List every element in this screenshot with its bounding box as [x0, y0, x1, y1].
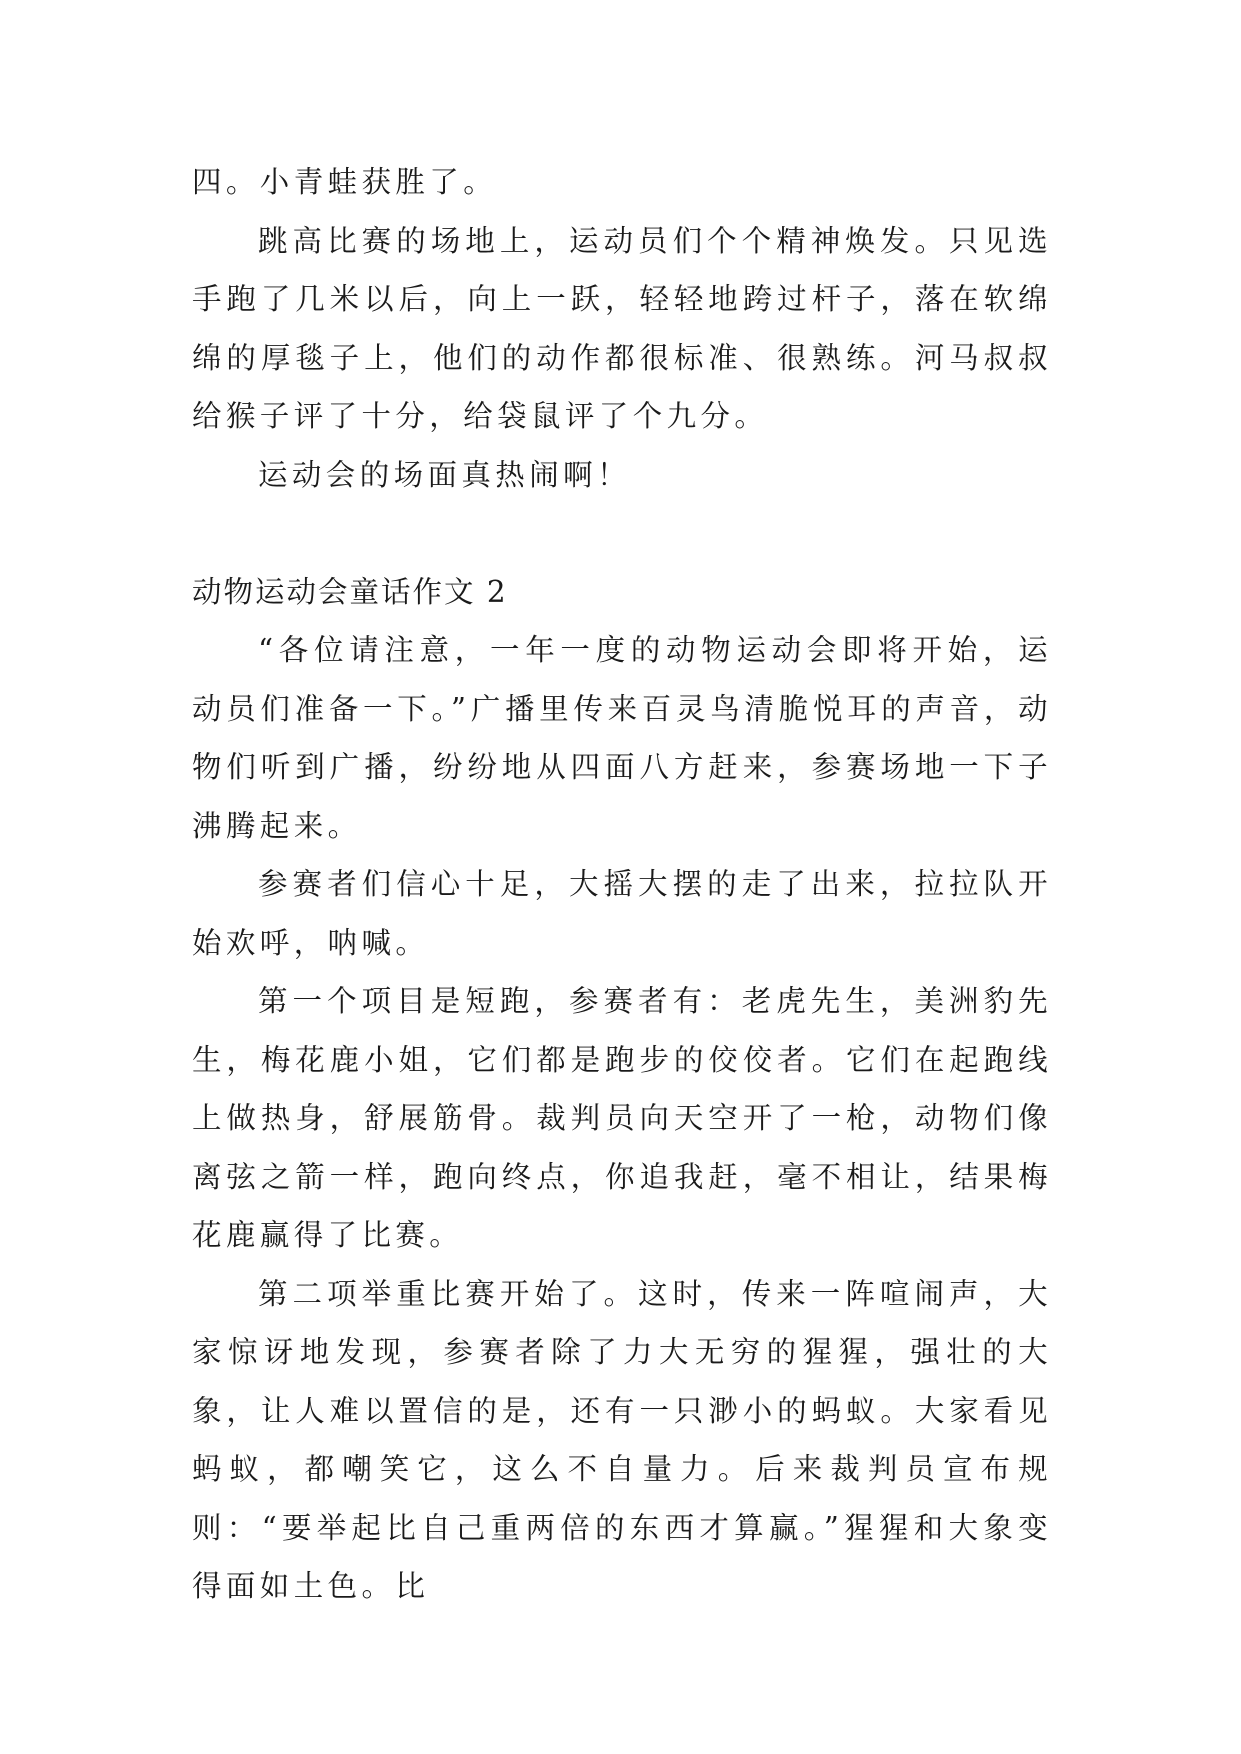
paragraph-contestants: 参赛者们信心十足，大摇大摆的走了出来，拉拉队开始欢呼，呐喊。: [192, 867, 1052, 960]
section-gap: [192, 504, 1052, 563]
paragraph-announcement: “各位请注意，一年一度的动物运动会即将开始，运动员们准备一下。”广播里传来百灵鸟清脆悦耳的声音，动物们听到广播，纷纷地从四面八方赶来，参赛场地一下子沸腾起来。: [192, 633, 1052, 843]
document-body: [192, 153, 1052, 1616]
section-title: 动物运动会童话作文 2: [192, 574, 508, 609]
paragraph-weightlifting: 第二项举重比赛开始了。这时，传来一阵喧闹声，大家惊讶地发现，参赛者除了力大无穷的猩猩，强壮的大象，让人难以置信的是，还有一只渺小的蚂蚁。大家看见蚂蚁，都嘲笑它，这么不自量力。后来裁判员宣布规则：“要举起比自己重两倍的东西才算赢。”猩猩和大象变得面如土色。比: [192, 1276, 1052, 1603]
paragraph-conclusion: 运动会的场面真热闹啊！: [258, 457, 631, 492]
paragraph-high-jump: 跳高比赛的场地上，运动员们个个精神焕发。只见选手跑了几米以后，向上一跃，轻轻地跨过杆子，落在软绵绵的厚毯子上，他们的动作都很标准、很熟练。河马叔叔给猴子评了十分，给袋鼠评了个九分。: [192, 223, 1052, 433]
paragraph-sprint: 第一个项目是短跑，参赛者有：老虎先生，美洲豹先生，梅花鹿小姐，它们都是跑步的佼佼者。它们在起跑线上做热身，舒展筋骨。裁判员向天空开了一枪，动物们像离弦之箭一样，跑向终点，你追我赶，毫不相让，结果梅花鹿赢得了比赛。: [192, 984, 1052, 1252]
paragraph-continuation: 四。小青蛙获胜了。: [192, 165, 498, 199]
